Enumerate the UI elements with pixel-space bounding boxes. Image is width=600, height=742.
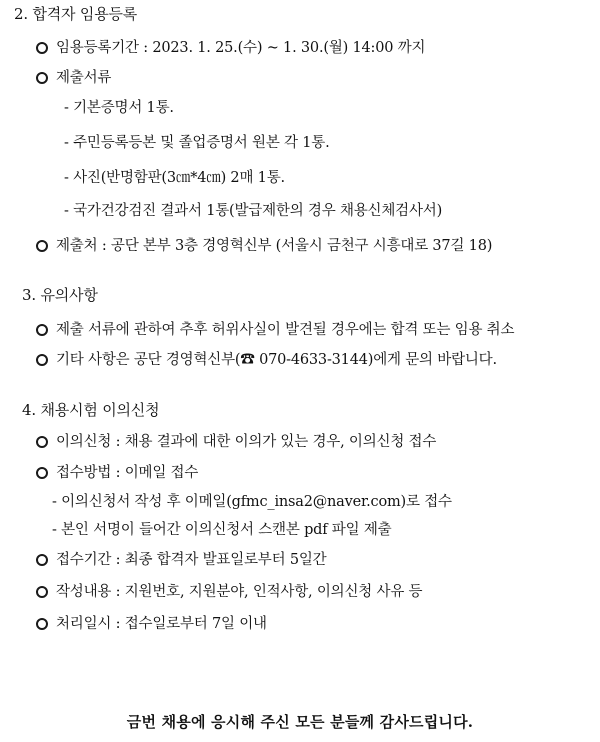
section-2-title: 2. 합격자 임용등록 bbox=[14, 5, 138, 23]
document-line: - 사진(반명함판(3㎝*4㎝) 2매 1통. bbox=[64, 170, 285, 186]
bullet-icon bbox=[36, 240, 48, 252]
documents-item bbox=[36, 68, 111, 88]
bullet-icon bbox=[36, 554, 48, 566]
notice-text: 기타 사항은 공단 경영혁신부(☎ 070-4633-3144)에게 문의 바랍니다. bbox=[56, 352, 497, 368]
notice-text: 제출 서류에 관하여 추후 허위사실이 발견될 경우에는 합격 또는 임용 취소 bbox=[56, 322, 515, 338]
registration-period-text: 임용등록기간 : 2023. 1. 25.(수) ~ 1. 30.(월) 14:00 까지 bbox=[56, 40, 426, 56]
bullet-icon bbox=[36, 436, 48, 448]
closing-message: 금번 채용에 응시해 주신 모든 분들께 감사드립니다. bbox=[126, 713, 474, 731]
objection-item bbox=[36, 432, 436, 452]
document-line: - 주민등록등본 및 졸업증명서 원본 각 1통. bbox=[64, 135, 330, 151]
submit-place-item bbox=[36, 236, 492, 256]
method-item bbox=[36, 463, 198, 483]
bullet-icon bbox=[36, 324, 48, 336]
bullet-icon bbox=[36, 354, 48, 366]
bullet-icon bbox=[36, 618, 48, 630]
period-text: 접수기간 : 최종 합격자 발표일로부터 5일간 bbox=[56, 552, 327, 568]
bullet-icon bbox=[36, 72, 48, 84]
objection-text: 이의신청 : 채용 결과에 대한 이의가 있는 경우, 이의신청 접수 bbox=[56, 434, 437, 450]
bullet-icon bbox=[36, 467, 48, 479]
notice-item bbox=[36, 350, 497, 370]
method-text: 접수방법 : 이메일 접수 bbox=[56, 465, 199, 481]
content-text: 작성내용 : 지원번호, 지원분야, 인적사항, 이의신청 사유 등 bbox=[56, 584, 423, 600]
documents-title: 제출서류 bbox=[56, 70, 112, 86]
period-item bbox=[36, 550, 326, 570]
document-line: - 국가건강검진 결과서 1통(발급제한의 경우 채용신체검사서) bbox=[64, 203, 443, 219]
document-line: - 기본증명서 1통. bbox=[64, 100, 174, 116]
submit-place-text: 제출처 : 공단 본부 3층 경영혁신부 (서울시 금천구 시흥대로 37길 18) bbox=[56, 238, 493, 254]
processing-text: 처리일시 : 접수일로부터 7일 이내 bbox=[56, 616, 267, 632]
method-detail-line: - 본인 서명이 들어간 이의신청서 스캔본 pdf 파일 제출 bbox=[52, 522, 392, 538]
bullet-icon bbox=[36, 42, 48, 54]
bullet-icon bbox=[36, 586, 48, 598]
section-3-title: 3. 유의사항 bbox=[22, 286, 98, 304]
notice-item bbox=[36, 320, 514, 340]
registration-period-item bbox=[36, 38, 425, 58]
section-4-title: 4. 채용시험 이의신청 bbox=[22, 401, 160, 419]
method-detail-line: - 이의신청서 작성 후 이메일(gfmc_insa2@naver.com)로 접수 bbox=[52, 494, 452, 510]
content-item bbox=[36, 582, 422, 602]
processing-item bbox=[36, 614, 267, 634]
